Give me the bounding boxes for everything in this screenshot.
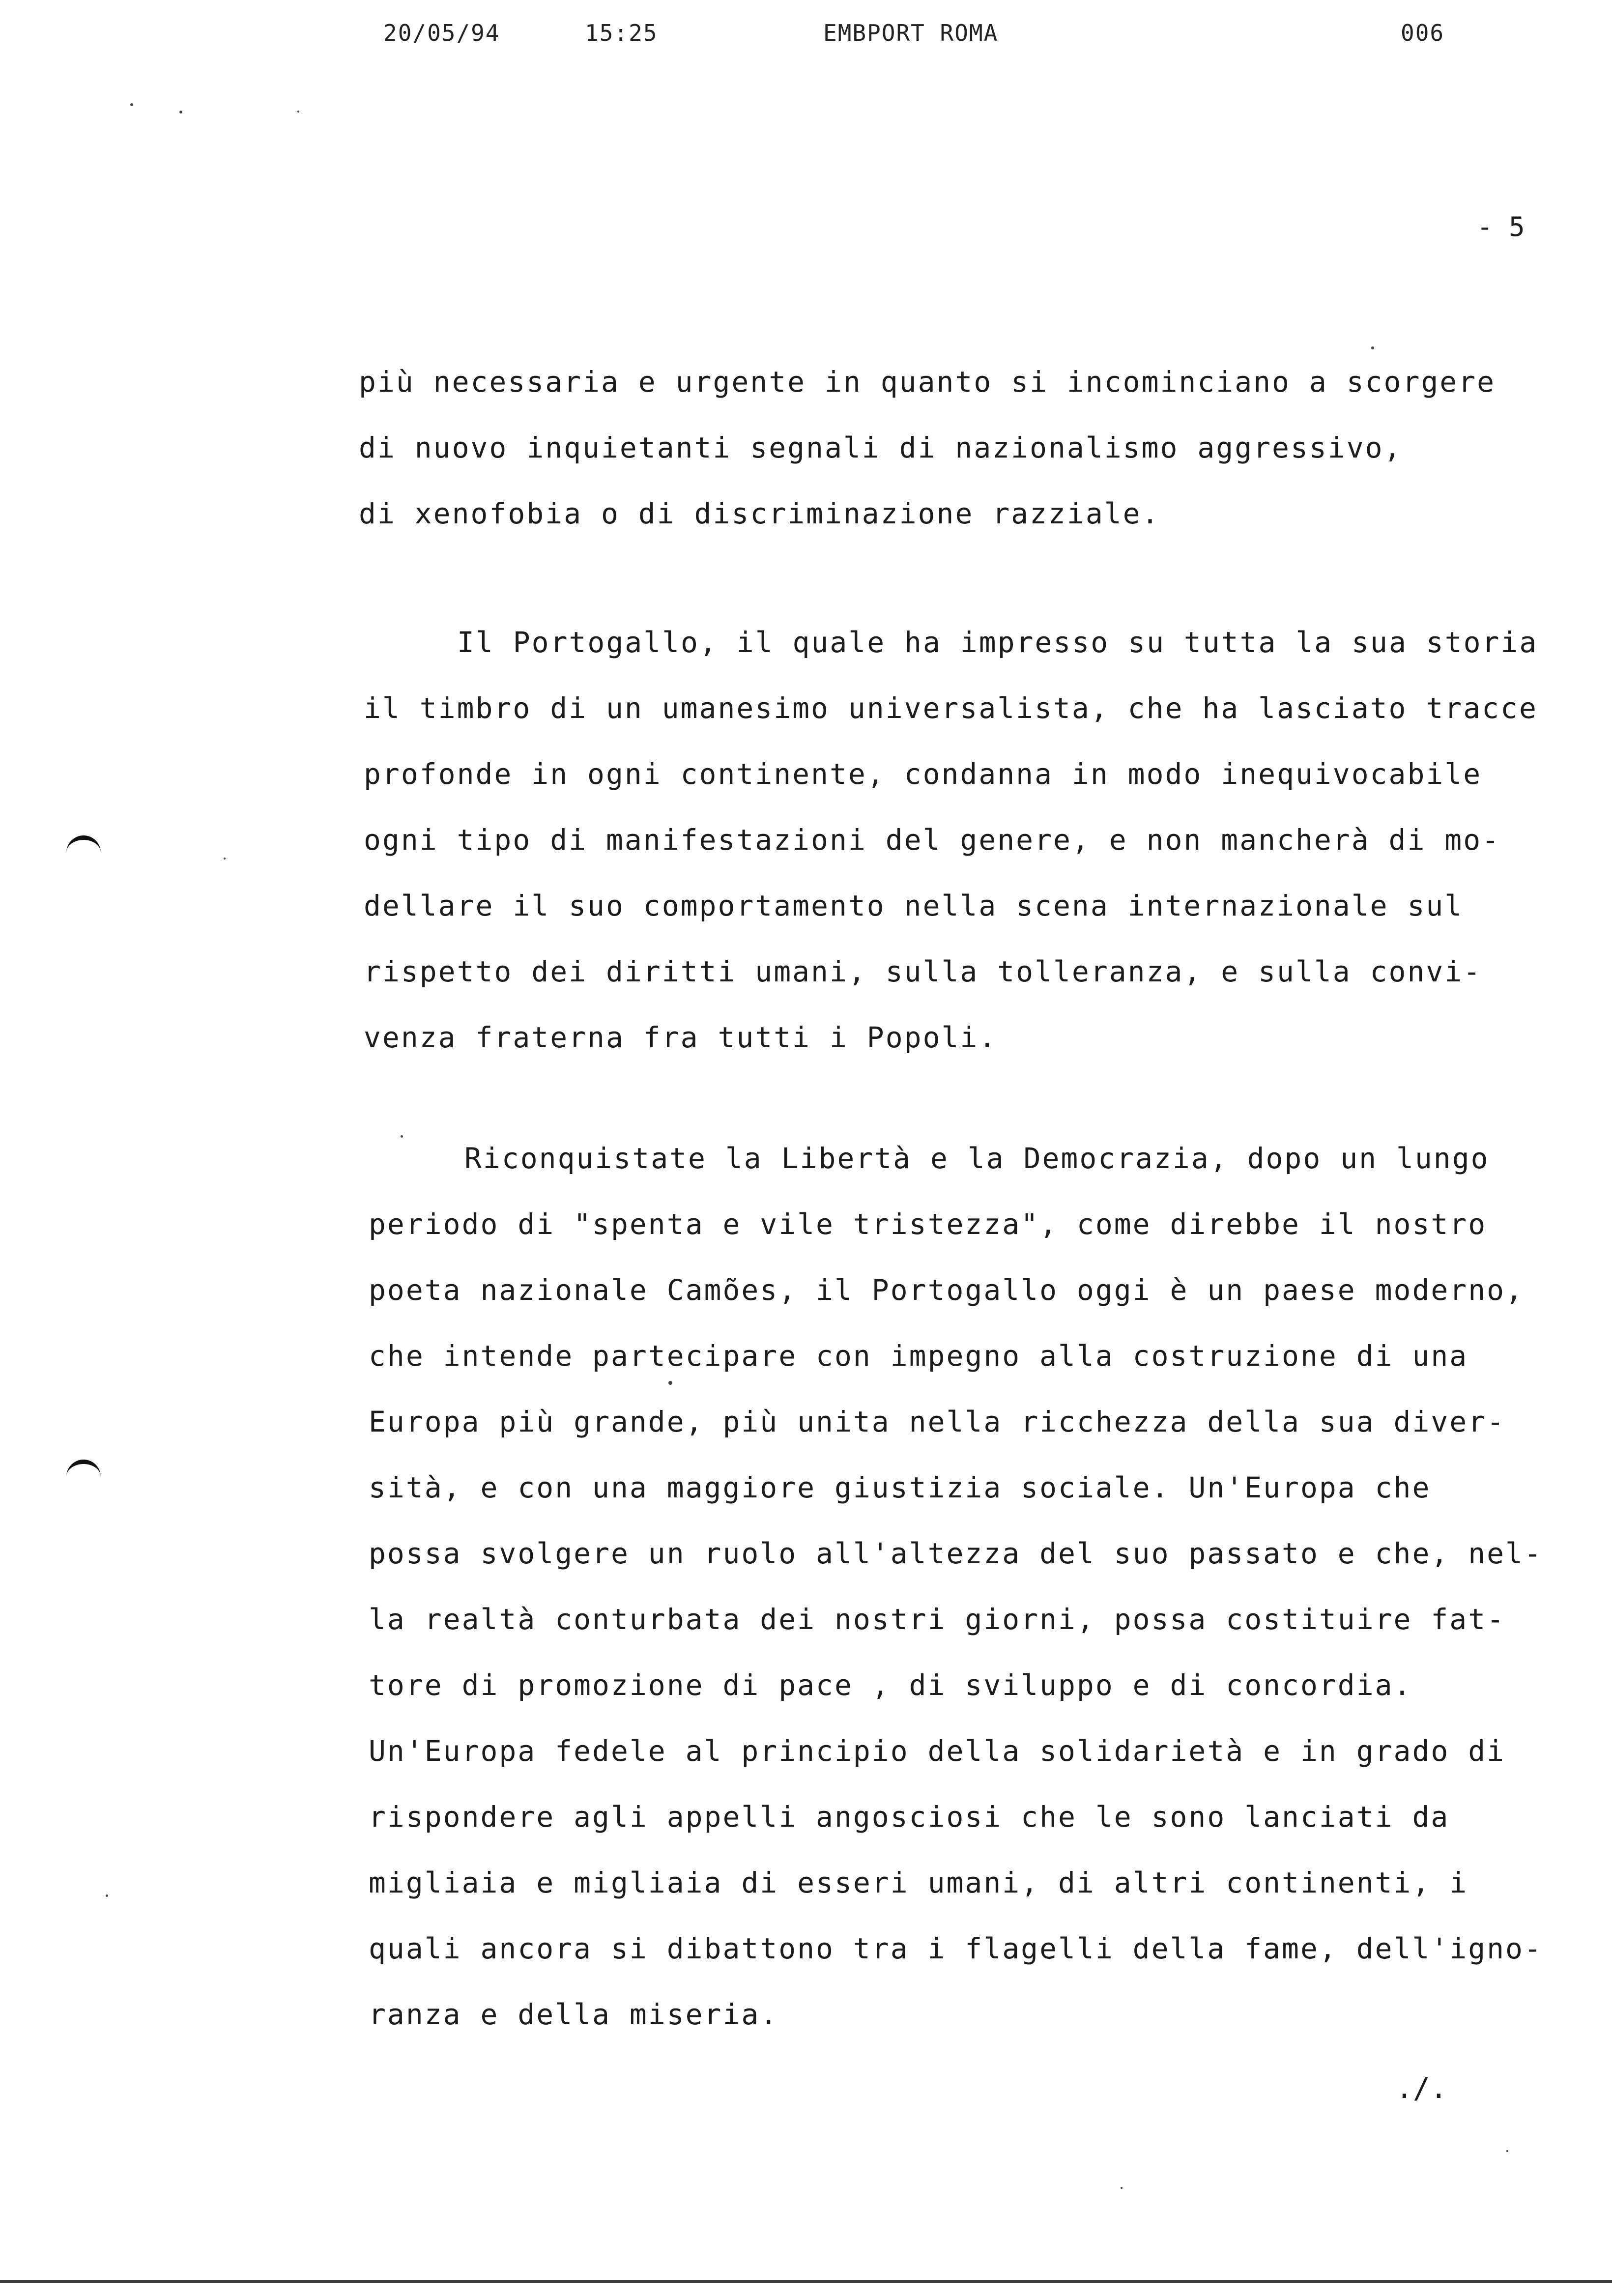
text-line: Europa più grande, più unita nella ricchezza della sua diver- (369, 1405, 1506, 1438)
scan-speck (401, 1135, 403, 1138)
scan-speck (130, 103, 133, 106)
scan-speck (224, 858, 226, 860)
scan-speck (1506, 2150, 1508, 2152)
text-line: Il Portogallo, il quale ha impresso su tutta la sua storia (457, 626, 1538, 659)
paragraph-1 (359, 349, 1496, 546)
text-line: quali ancora si dibattono tra i flagelli della fame, dell'igno- (369, 1932, 1543, 1965)
fax-date: 20/05/94 (383, 20, 500, 46)
text-line: Riconquistate la Libertà e la Democrazia, dopo un lungo (464, 1142, 1490, 1175)
text-line: Un'Europa fedele al principio della solidarietà e in grado di (369, 1734, 1506, 1768)
text-line: la realtà conturbata dei nostri giorni, possa costituire fat- (369, 1603, 1506, 1636)
fax-time: 15:25 (585, 20, 658, 46)
text-line: migliaia e migliaia di esseri umani, di altri continenti, i (369, 1866, 1468, 1899)
text-line: più necessaria e urgente in quanto si incominciano a scorgere (359, 365, 1496, 399)
scan-speck (297, 111, 299, 113)
scan-speck (1121, 2187, 1123, 2189)
text-line: ranza e della miseria. (369, 1998, 779, 2031)
fax-sender: EMBPORT ROMA (823, 20, 999, 46)
text-line: il timbro di un umanesimo universalista, che ha lasciato tracce (364, 691, 1538, 725)
paragraph-3 (369, 1125, 1543, 2047)
text-line: profonde in ogni continente, condanna in modo inequivocabile (364, 757, 1482, 791)
scan-speck (179, 111, 182, 114)
scan-artifact-mark (66, 1460, 101, 1479)
text-line: periodo di "spenta e vile tristezza", come direbbe il nostro (369, 1207, 1487, 1241)
scan-speck (668, 1381, 672, 1385)
fax-header (0, 20, 1612, 54)
paragraph-2 (364, 609, 1538, 1070)
bottom-rule (0, 2280, 1612, 2283)
text-line: dellare il suo comportamento nella scena internazionale sul (364, 889, 1464, 922)
text-line: rispetto dei diritti umani, sulla tolleranza, e sulla convi- (364, 955, 1482, 988)
text-line: di xenofobia o di discriminazione razziale. (359, 497, 1160, 530)
text-line: di nuovo inquietanti segnali di nazionalismo aggressivo, (359, 431, 1403, 464)
continuation-mark: ./. (1396, 2071, 1447, 2105)
scan-speck (106, 1894, 108, 1897)
page-number: - 5 (1477, 211, 1525, 242)
text-line: ogni tipo di manifestazioni del genere, e non mancherà di mo- (364, 823, 1501, 857)
scan-speck (1371, 346, 1374, 349)
fax-page-number: 006 (1401, 20, 1445, 46)
text-line: venza fraterna fra tutti i Popoli. (364, 1021, 998, 1054)
text-line: poeta nazionale Camões, il Portogallo oggi è un paese moderno, (369, 1273, 1524, 1307)
text-line: sità, e con una maggiore giustizia sociale. Un'Europa che (369, 1471, 1431, 1504)
text-line: che intende partecipare con impegno alla costruzione di una (369, 1339, 1468, 1373)
text-line: possa svolgere un ruolo all'altezza del suo passato e che, nel- (369, 1537, 1543, 1570)
text-line: rispondere agli appelli angosciosi che le sono lanciati da (369, 1800, 1450, 1834)
scan-artifact-mark (66, 835, 101, 855)
text-line: tore di promozione di pace , di sviluppo e di concordia. (369, 1668, 1412, 1702)
